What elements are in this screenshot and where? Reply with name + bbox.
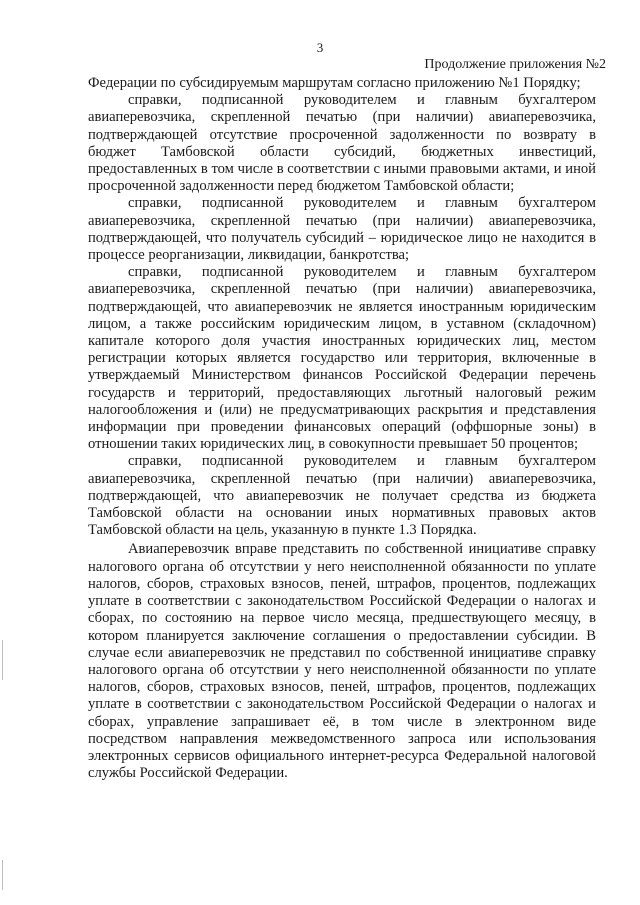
page-number: 3 <box>316 40 324 55</box>
paragraph-tax-certificate: Авиаперевозчик вправе представить по собственной инициативе справку налогового органа об отсутствии у него неисполненной обязанности по уплате налогов, сборов, страховых взносов, пеней, штрафов, процентов, подлежащих уплате в соответствии с законодательством Российской Федерации о налогах и сборах, по состоянию на первое число месяца, предшествующего месяцу, в котором планируется заключение соглашения о предоставлении субсидии. В случае если авиаперевозчик не представил по собственной инициативе справку налогового органа об отсутствии у него неисполненной обязанности по уплате налогов, сборов, страховых взносов, пеней, штрафов, процентов, подлежащих уплате в соответствии с законодательством Российской Федерации о налогах и сборах, управление запрашивает её, в том числе в электронном виде посредством направления межведомственного запроса или использования электронных сервисов официального интернет-ресурса Федеральной налоговой службы Российской Федерации. <box>88 541 596 782</box>
paragraph-continuation: Федерации по субсидируемым маршрутам согласно приложению №1 Порядку; <box>88 75 581 91</box>
appendix-continuation-note: Продолжение приложения №2 <box>424 57 606 72</box>
document-body <box>88 75 596 782</box>
scan-edge-mark <box>2 640 3 680</box>
paragraph-foreign-entity-certificate: справки, подписанной руководителем и главным бухгалтером авиаперевозчика, скрепленной печатью (при наличии) авиаперевозчика, подтверждающей, что авиаперевозчик не является иностранным юридическим лицом, а также российским юридическим лицом, в уставном (складочном) капитале которого доля участия иностранных юридических лиц, местом регистрации которых является государство или территория, включенные в утверждаемый Министерством финансов Российской Федерации перечень государств и территорий, предоставляющих льготный налоговый режим налогообложения и (или) не предусматривающих раскрытия и представления информации при проведении финансовых операций (оффшорные зоны) в отношении таких юридических лиц, в совокупности превышает 50 процентов; <box>88 264 596 453</box>
paragraph-debt-certificate: справки, подписанной руководителем и главным бухгалтером авиаперевозчика, скрепленной печатью (при наличии) авиаперевозчика, подтверждающей отсутствие просроченной задолженности по возврату в бюджет Тамбовской области субсидий, бюджетных инвестиций, предоставленных в том числе в соответствии с иными правовыми актами, и иной просроченной задолженности перед бюджетом Тамбовской области; <box>88 92 596 195</box>
paragraph-budget-funds-certificate: справки, подписанной руководителем и главным бухгалтером авиаперевозчика, скрепленной печатью (при наличии) авиаперевозчика, подтверждающей, что авиаперевозчик не получает средства из бюджета Тамбовской области на основании иных нормативных правовых актов Тамбовской области на цель, указанную в пункте 1.3 Порядка. <box>88 453 596 539</box>
paragraph-reorganization-certificate: справки, подписанной руководителем и главным бухгалтером авиаперевозчика, скрепленной печатью (при наличии) авиаперевозчика, подтверждающей, что получатель субсидий – юридическое лицо не находится в процессе реорганизации, ликвидации, банкротства; <box>88 195 596 264</box>
scan-edge-mark <box>2 860 3 890</box>
